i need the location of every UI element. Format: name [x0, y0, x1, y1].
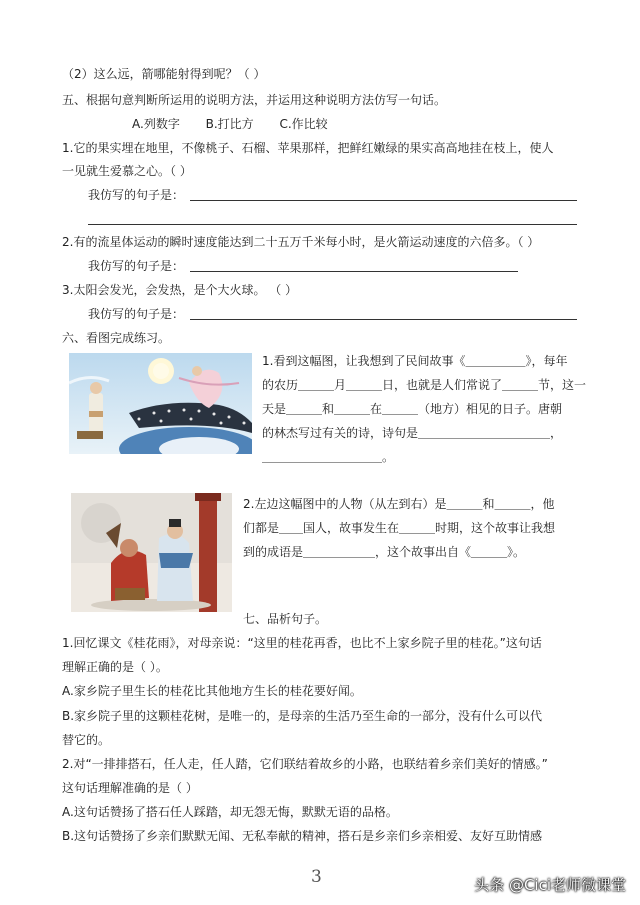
- section6-q2-line3: 到的成语是＿＿＿＿＿＿，这个故事出自《＿＿＿》。: [243, 545, 526, 559]
- section5-q2: 2.有的流星体运动的瞬时速度能达到二十五万千米每小时，是火箭运动速度的六倍多。（ ）: [62, 235, 540, 249]
- section7-q1-line2: 理解正确的是（ ）。: [62, 660, 168, 674]
- section7-q2-option-b: B.这句话赞扬了乡亲们默默无闻、无私奉献的精神，搭石是乡亲们乡亲相爱、友好互助情感: [62, 829, 543, 843]
- section6-q1-line5: ＿＿＿＿＿＿＿＿＿＿。: [262, 450, 395, 464]
- section6-q1-line3: 天是＿＿＿和＿＿＿在＿＿＿（地方）相见的日子。唐朝: [262, 402, 563, 416]
- answer-line[interactable]: [88, 224, 577, 225]
- section5-q2-prompt: 我仿写的句子是：: [88, 259, 185, 273]
- section5-q1-line2: 一见就生爱慕之心。（ ）: [62, 164, 192, 178]
- section5-q1-line1: 1.它的果实埋在地里，不像桃子、石榴、苹果那样，把鲜红嫩绿的果实高高地挂在枝上，使人: [62, 141, 554, 155]
- section6-q2-line1: 2.左边这幅图中的人物（从左到右）是＿＿＿和＿＿＿，他: [243, 497, 555, 511]
- section5-q3: 3.太阳会发光，会发热，是个大火球。 （ ）: [62, 283, 298, 297]
- section7-title: 七、品析句子。: [243, 612, 328, 626]
- answer-line[interactable]: [190, 200, 577, 201]
- section6-q2-line2: 们都是＿＿国人，故事发生在＿＿＿时期，这个故事让我想: [243, 521, 556, 535]
- historical-figures-illustration: [71, 493, 232, 612]
- section7-q1-option-a: A.家乡院子里生长的桂花比其他地方生长的桂花要好闻。: [62, 684, 362, 698]
- section6-q1-line2: 的农历＿＿＿月＿＿＿日，也就是人们常说了＿＿＿节，这一: [262, 378, 587, 392]
- section5-q1-prompt: 我仿写的句子是：: [88, 188, 185, 202]
- watermark: 头条 @Cici老师微课堂: [474, 876, 626, 894]
- section5-options: A.列数字 B.打比方 C.作比较: [132, 117, 328, 131]
- page-number: 3: [311, 867, 322, 887]
- section6-q1-line4: 的林杰写过有关的诗，诗句是＿＿＿＿＿＿＿＿＿＿＿，: [262, 426, 563, 440]
- section7-q2-option-a: A.这句话赞扬了搭石任人踩踏，却无怨无悔，默默无语的品格。: [62, 805, 398, 819]
- section5-q3-prompt: 我仿写的句子是：: [88, 307, 185, 321]
- section5-title: 五、根据句意判断所运用的说明方法，并运用这种说明方法仿写一句话。: [62, 93, 447, 107]
- qixi-illustration: [69, 353, 252, 454]
- section7-q1-option-b-line2: 替它的。: [62, 733, 111, 747]
- section7-q1-option-b-line1: B.家乡院子里的这颗桂花树，是唯一的，是母亲的生活乃至生命的一部分，没有什么可以代: [62, 709, 543, 723]
- section6-title: 六、看图完成练习。: [62, 331, 171, 345]
- section7-q1-line1: 1.回忆课文《桂花雨》，对母亲说：“这里的桂花再香，也比不上家乡院子里的桂花。”这句话: [62, 636, 542, 650]
- answer-line[interactable]: [190, 271, 518, 272]
- q4-item-2: （2）这么远，箭哪能射得到呢？（ ）: [62, 67, 266, 81]
- section6-q1-line1: 1.看到这幅图，让我想到了民间故事《＿＿＿＿＿》，每年: [262, 354, 568, 368]
- section7-q2-line2: 这句话理解准确的是（ ）: [62, 781, 198, 795]
- answer-line[interactable]: [190, 319, 577, 320]
- section7-q2-line1: 2.对“一排排搭石，任人走，任人踏，它们联结着故乡的小路，也联结着乡亲们美好的情感。”: [62, 757, 548, 771]
